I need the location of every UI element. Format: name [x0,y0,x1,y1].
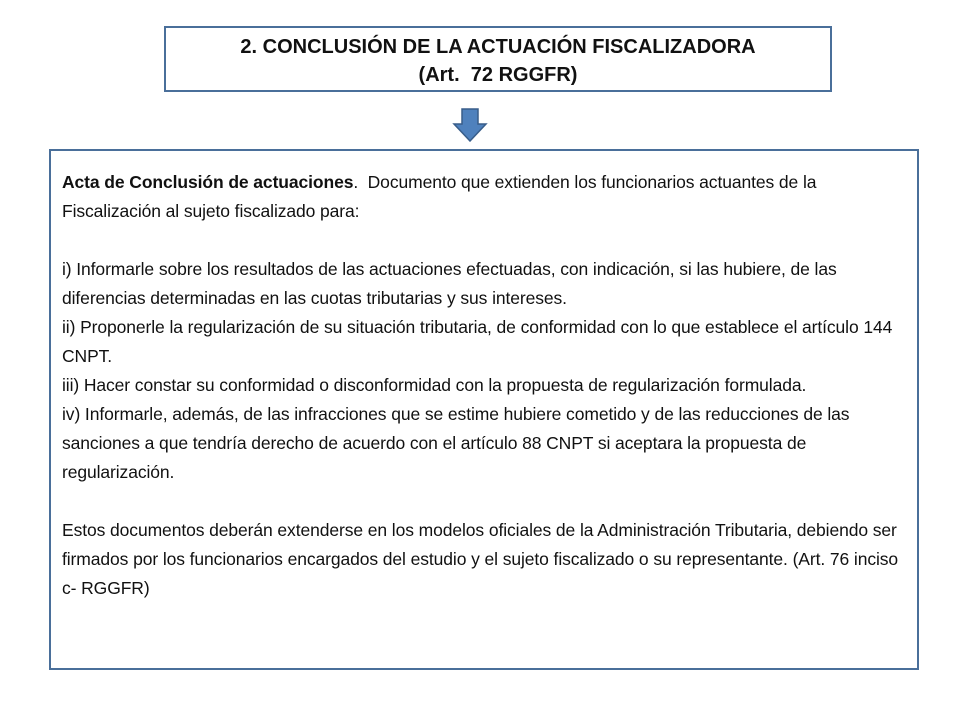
intro-paragraph [62,168,905,226]
title-box [164,26,832,92]
intro-bold: Acta de Conclusión de actuaciones [62,172,354,192]
closing-paragraph: Estos documentos deberán extenderse en los modelos oficiales de la Administración Tributaria, debiendo ser firmados por los funcionarios encargados del estudio y el sujeto fiscalizado o su representante. (Art. 76 inciso c- RGGFR) [62,520,899,598]
item-2: ii) Proponerle la regularización de su situación tributaria, de conformidad con lo que establece el artículo 144 CNPT. [62,317,893,366]
down-arrow-shape [454,109,486,141]
item-4: iv) Informarle, además, de las infracciones que se estime hubiere cometido y de las reducciones de las sanciones a que tendría derecho de acuerdo con el artículo 88 CNPT si aceptara la propuesta de regularización. [62,404,850,482]
item-1: i) Informarle sobre los resultados de las actuaciones efectuadas, con indicación, si las hubiere, de las diferencias determinadas en las cuotas tributarias y sus intereses. [62,259,837,308]
content-box [49,149,919,670]
item-3: iii) Hacer constar su conformidad o disconformidad con la propuesta de regularización formulada. [62,375,807,395]
down-arrow-icon [452,108,488,142]
title-line-2: (Art. 72 RGGFR) [418,64,578,86]
intro-rest: . Documento que extienden los funcionarios actuantes de la Fiscalización al sujeto fiscalizado para: [62,172,822,221]
paragraph-gap [62,487,905,516]
paragraph-gap [62,226,905,255]
title-line-1: 2. CONCLUSIÓN DE LA ACTUACIÓN FISCALIZADORA [240,36,756,58]
